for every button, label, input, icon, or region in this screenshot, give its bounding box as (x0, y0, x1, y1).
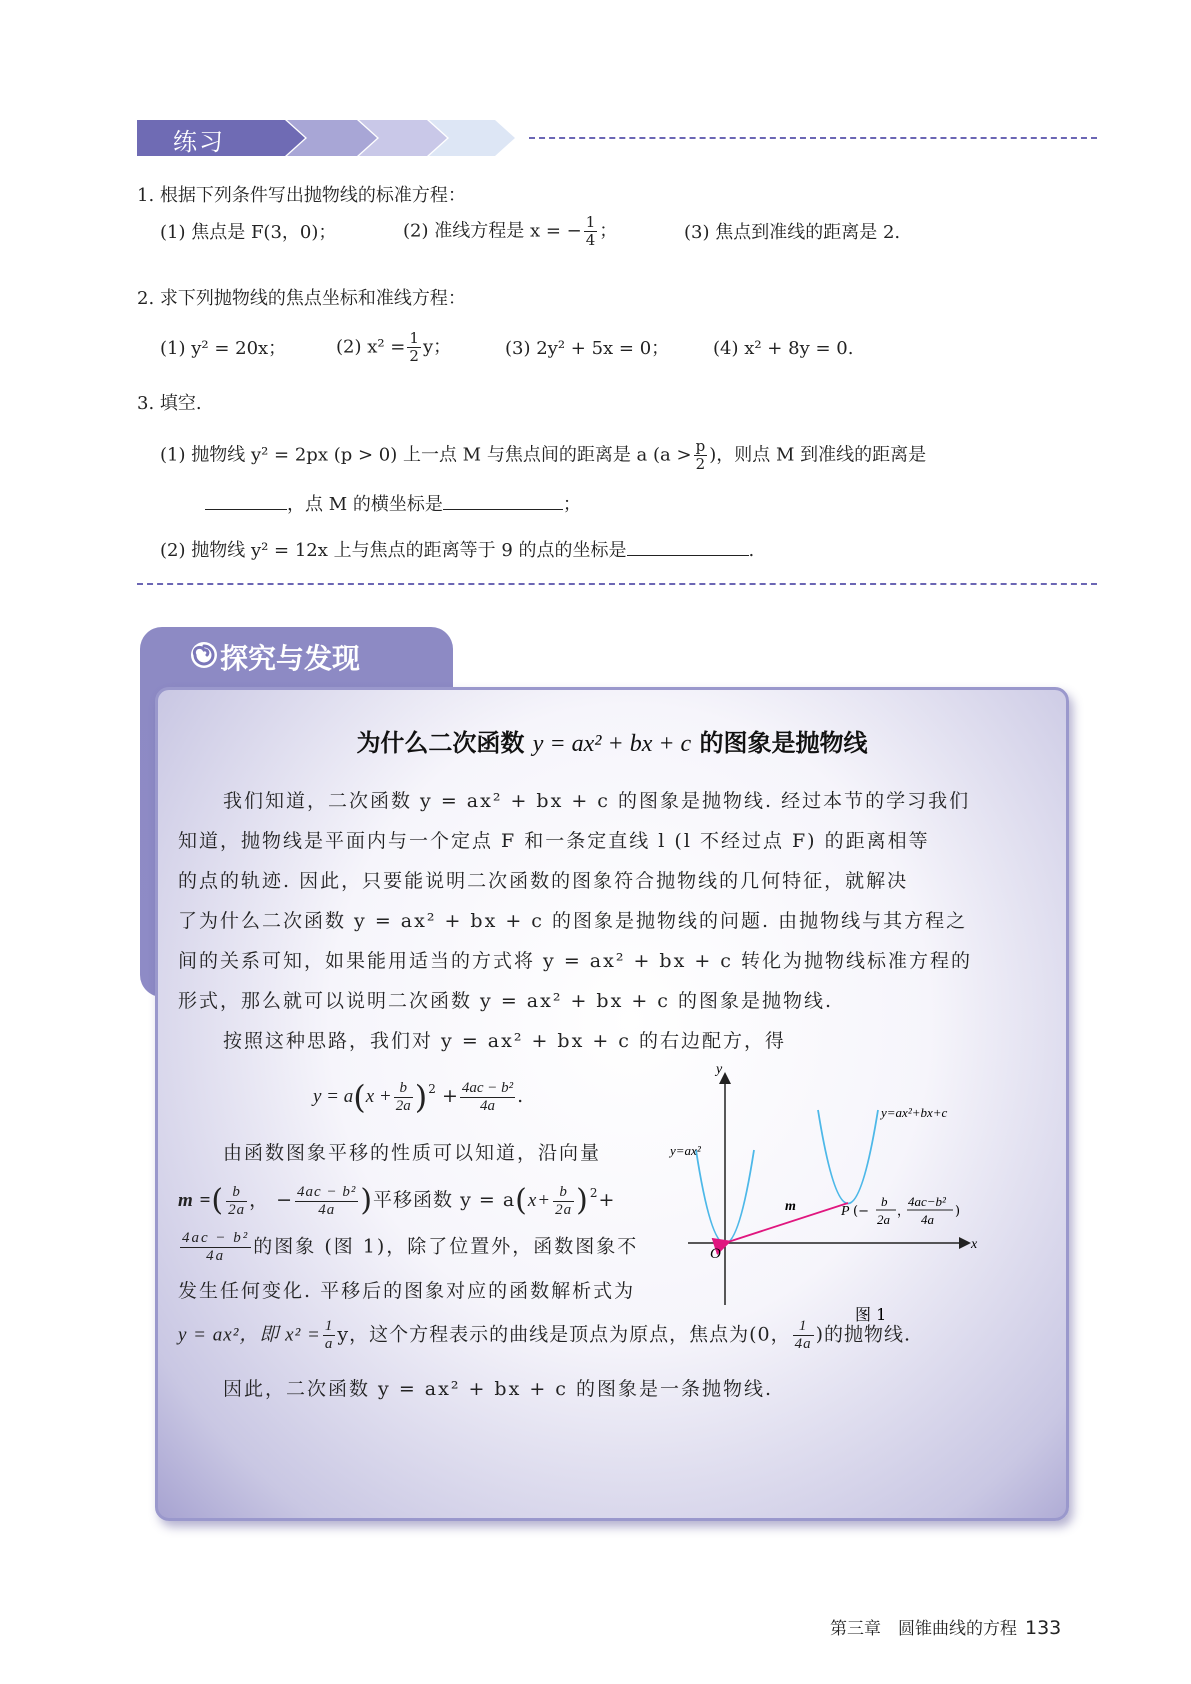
q3-part1-line2 (205, 489, 581, 518)
origin-label: O (710, 1246, 721, 1262)
vector-m: m = (178, 1190, 212, 1211)
q2-part3: (3) 2y² + 5x = 0； (505, 338, 670, 359)
para3-line3 (178, 1230, 638, 1265)
denominator: 4a (206, 1248, 226, 1264)
section-divider (137, 583, 1097, 585)
q3-line2-text: ，点 M 的横坐标是 (287, 494, 443, 515)
point-den: 4a (921, 1212, 934, 1227)
q2-part2 (336, 330, 451, 365)
numerator: 4ac − b² (297, 1183, 357, 1200)
q3-part1-text: (1) 抛物线 y² = 2px (p > 0) 上一点 M 与焦点间的距离是 a (160, 444, 648, 466)
fraction (394, 1080, 413, 1115)
panel-title (158, 723, 1066, 758)
x-axis-label: x (971, 1237, 978, 1252)
eq-lhs: y = a (313, 1086, 354, 1107)
numerator: b (226, 1184, 247, 1202)
q3-stem: 3. 填空. (137, 393, 202, 414)
denominator: 4a (318, 1201, 336, 1218)
vector-label: m (785, 1199, 796, 1214)
numerator: 4ac − b² (461, 1079, 514, 1096)
q3-part1 (160, 438, 926, 473)
title-text: 为什么二次函数 (356, 729, 525, 757)
para1-line1: 我们知道，二次函数 y = ax² + bx + c 的图象是抛物线. 经过本节的学习我们 (223, 790, 971, 812)
curve-shifted (818, 1110, 878, 1204)
denominator: 2 (409, 347, 419, 365)
q2-part1: (1) y² = 20x； (160, 338, 287, 359)
fraction (694, 438, 708, 473)
plus: + (441, 1085, 458, 1107)
completed-square-equation: y = a(x + $\frac{b}{2a}$ )$^2$ + $\frac{\text{4ac − b²}}{4a}$ . (313, 1078, 524, 1116)
para4: 因此，二次函数 y = ax² + bx + c 的图象是一条抛物线. (223, 1378, 774, 1400)
para1-line6: 形式，那么就可以说明二次函数 y = ax² + bx + c 的图象是抛物线. (178, 990, 834, 1012)
q1-part1: (1) 焦点是 F(3，0)； (160, 222, 337, 243)
point-num: 4ac−b² (908, 1194, 946, 1209)
denominator: 4a (794, 1336, 812, 1352)
point-b: b (881, 1194, 888, 1209)
figure-1 (670, 1062, 1063, 1325)
page-footer (830, 1614, 1061, 1639)
denominator: 2a (555, 1201, 573, 1218)
numerator: 1 (793, 1318, 814, 1336)
q2-part2-end: y； (422, 336, 452, 358)
denominator: 2a (228, 1201, 246, 1218)
page-number: 133 (1025, 1617, 1062, 1639)
para1-line5: 间的关系可知，如果能用适当的方式将 y = ax² + bx + c 转化为抛物线标准方程的 (178, 950, 972, 972)
denominator: 2 (695, 455, 706, 473)
para3-line1: 由函数图象平移的性质可以知道，沿向量 (223, 1142, 602, 1164)
numerator: 1 (324, 1318, 334, 1334)
curve1-label: y=ax² (670, 1143, 701, 1158)
answer-blank[interactable] (205, 489, 287, 510)
fraction (460, 1080, 515, 1115)
para3-line3-text: 的图象 (图 1)，除了位置外，函数图象不 (253, 1235, 639, 1258)
fraction (407, 330, 421, 365)
point-coord-open: (− (853, 1204, 869, 1219)
answer-blank[interactable] (627, 535, 749, 556)
point-coord-close: ) (955, 1204, 961, 1219)
condition-close: ) (709, 444, 717, 466)
numerator: 1 (585, 213, 596, 231)
answer-blank[interactable] (443, 489, 563, 510)
fraction (295, 1184, 358, 1219)
fraction (584, 214, 598, 249)
para1-line3: 的点的轨迹. 因此，只要能说明二次函数的图象符合抛物线的几何特征，就解决 (178, 870, 909, 892)
fraction (553, 1184, 574, 1219)
fraction (226, 1184, 247, 1219)
para3-line2-text: 平移函数 y = a (373, 1189, 516, 1211)
para3-line2: m =( $\frac{b}{2a}$ ， − $\frac{\text{4ac − b²}}{4a}$ )平移函数 y = a(x+ $\frac{b}{2a}$ )$^2$+ (178, 1183, 616, 1218)
para3-line5-start: y = ax²，即 x² = (178, 1324, 321, 1346)
eq-inner: x + (365, 1086, 392, 1107)
eq-end: . (517, 1085, 524, 1107)
q3-line2-end: ； (562, 494, 581, 515)
q3-part1-tail: ，则点 M 到准线的距离是 (716, 444, 927, 466)
denominator: 4 (585, 231, 596, 249)
point-2a: 2a (877, 1212, 890, 1227)
numerator: 1 (409, 329, 419, 347)
plus: + (598, 1189, 616, 1211)
exercise-header (137, 120, 1097, 156)
y-axis-label: y (716, 1062, 723, 1077)
q2-stem: 2. 求下列抛物线的焦点坐标和准线方程： (137, 288, 466, 309)
numerator: b (394, 1080, 413, 1098)
q1-stem: 1. 根据下列条件写出抛物线的标准方程： (137, 185, 466, 206)
para1-line4: 了为什么二次函数 y = ax² + bx + c 的图象是抛物线的问题. 由抛物线与其方程之 (178, 910, 968, 932)
divider (529, 137, 1097, 139)
para1-line2: 知道，抛物线是平面内与一个定点 F 和一条定直线 l (l 不经过点 F) 的距离相等 (178, 830, 930, 852)
chapter-title: 第三章 圆锥曲线的方程 (830, 1619, 1017, 1639)
point-open: (0， (749, 1323, 791, 1346)
explore-tab-label: 探究与发现 (220, 642, 361, 675)
q1-part2-text: (2) 准线方程是 x = − (403, 220, 582, 242)
q1-part2-end: ； (599, 220, 618, 242)
explore-panel (155, 687, 1069, 1521)
fraction (180, 1230, 251, 1265)
q3-part2 (160, 535, 754, 564)
q2-part2-text: (2) x² = (336, 336, 406, 358)
vector-sep: ， − (249, 1189, 294, 1211)
curve2-label: y=ax²+bx+c (881, 1105, 948, 1120)
figure-caption: 图 1 (855, 1305, 887, 1324)
exercise-title: 练习 (173, 128, 225, 156)
point-label: P (841, 1204, 850, 1219)
point-close: ) (815, 1323, 825, 1346)
denominator: 2a (395, 1097, 411, 1114)
exponent: 2 (428, 1082, 436, 1096)
fraction (323, 1318, 336, 1353)
q2-part4: (4) x² + 8y = 0. (713, 338, 854, 359)
para2: 按照这种思路，我们对 y = ax² + bx + c 的右边配方，得 (223, 1030, 786, 1052)
para3-line5-end: 的抛物线. (824, 1323, 912, 1346)
q1-part3: (3) 焦点到准线的距离是 2. (684, 222, 901, 243)
title-text-end: 的图象是抛物线 (699, 729, 868, 757)
denominator: a (324, 1336, 334, 1352)
para3-line4: 发生任何变化. 平移后的图象对应的函数解析式为 (178, 1280, 636, 1302)
point-sep: ， (897, 1204, 911, 1219)
para3-line5-mid: y，这个方程表示的曲线是顶点为原点，焦点为 (337, 1323, 750, 1346)
denominator: 4a (480, 1097, 495, 1114)
condition-open: (a > (653, 444, 692, 466)
q1-part2 (403, 214, 617, 249)
numerator: b (553, 1184, 574, 1202)
title-formula: y = ax² + bx + c (532, 731, 692, 757)
numerator: p (695, 437, 706, 455)
swirl-icon (190, 641, 218, 669)
q3-part2-text: (2) 抛物线 y² = 12x 上与焦点的距离等于 9 的点的坐标是 (160, 540, 627, 561)
numerator: 4ac − b² (182, 1230, 250, 1246)
q3-part2-end: . (748, 540, 755, 561)
